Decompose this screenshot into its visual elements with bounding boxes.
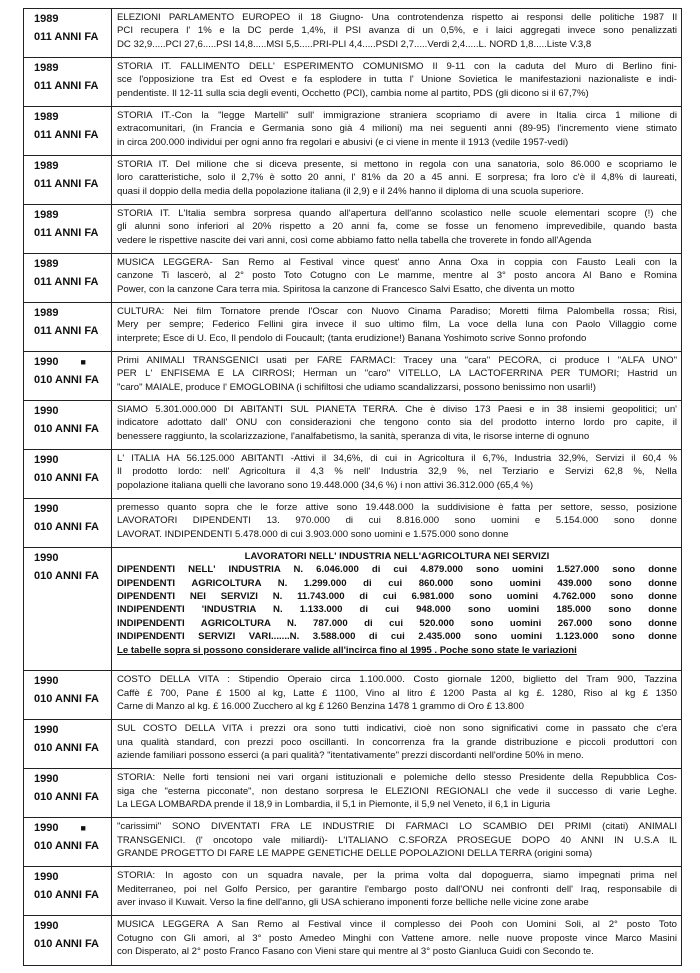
entry-line: Le tabelle sopra si possono considerare valide all'incirca fino al 1995 . Poche sono state le variazioni bbox=[117, 644, 577, 656]
agenda-row bbox=[24, 156, 681, 205]
years-ago-label: 010 ANNI FA bbox=[34, 693, 100, 706]
years-ago-label: 010 ANNI FA bbox=[34, 791, 100, 804]
entry-text bbox=[112, 401, 681, 449]
agenda-row bbox=[24, 916, 681, 965]
years-ago-label: 010 ANNI FA bbox=[34, 840, 100, 853]
date-cell bbox=[24, 548, 112, 670]
entry-line: vedere le rispettive nascite dei vari anni, così come abbiamo fatto nella tabella che troverete in fondo all'Agenda bbox=[117, 234, 592, 246]
entry-line: Cotugno con Gli amori, al 3° posto Amedeo Minghi con Vattene amore. nelle nuove proposte vince Marco Masini bbox=[117, 932, 677, 944]
entry-line: aver invaso il Kuwait. Verso la fine dell'anno, gli USA schierano imponenti forze belliche nelle vicine zone arabe bbox=[117, 896, 589, 908]
year-label: 1989 bbox=[34, 13, 59, 25]
entry-line: premesso quanto sopra che le forze attive sono 19.448.000 la suddivisione è fatta per settore, sesso, posizione bbox=[117, 501, 677, 513]
entry-text bbox=[112, 58, 681, 106]
entry-line: LAVORAT. INDIPENDENTI 5.478.000 di cui 3.903.000 sono uomini e 1.575.000 sono donne bbox=[117, 528, 509, 540]
entry-line: LAVORATORI DIPENDENTI 13. 970.000 di cui 8.816.000 sono uomini e 5.154.000 sono donne bbox=[117, 515, 677, 527]
entry-line: INDIPENDENTI 'INDUSTRIA N. 1.133.000 di cui 948.000 sono uomini 185.000 sono donne bbox=[117, 604, 677, 616]
year-label: 1990 bbox=[34, 871, 59, 884]
year-label: 1989 bbox=[34, 61, 59, 74]
agenda-row bbox=[24, 9, 681, 58]
year-label: 1990 bbox=[34, 724, 59, 737]
year-label: 1990 bbox=[34, 920, 59, 933]
entry-line: pendentiste. Il 12-11 sulla scia degli eventi, Occhetto (PCI), cambia nome al partito, PDS (gli dicono si il 67,7%) bbox=[117, 87, 589, 99]
bullet-marker: ■ bbox=[80, 356, 86, 367]
entry-line: INDIPENDENTI SERVIZI VARI.......N. 3.588.000 di cui 2.435.000 sono uomini 1.123.000 sono donne bbox=[117, 631, 677, 643]
entry-text bbox=[112, 916, 681, 965]
bullet-marker: ■ bbox=[80, 823, 86, 834]
entry-line: Mery per sempre; Federico Fellini gira invece il suo ultimo film, La voce della luna con Paolo Villaggio come bbox=[117, 319, 677, 331]
entry-text bbox=[112, 720, 681, 768]
years-ago-label: 011 ANNI FA bbox=[34, 275, 99, 288]
date-cell bbox=[24, 107, 112, 155]
entry-line: canzone Ti lascerò, al 2° posto Toto Cotugno con Le mamme, mentre al 3° posto ancora Al Bano e Romina bbox=[117, 270, 677, 282]
date-cell bbox=[24, 818, 112, 866]
entry-line: STORIA: Nelle forti tensioni nei vari organi istituzionali e polemiche dello stesso Presidente della Repubblica Cos- bbox=[117, 772, 677, 784]
agenda-sheet bbox=[23, 8, 682, 966]
year-label: 1990 bbox=[34, 404, 59, 417]
table-heading: LAVORATORI NELL' INDUSTRIA NELL'AGRICOLTURA NEI SERVIZI bbox=[244, 550, 550, 562]
agenda-row bbox=[24, 450, 681, 499]
agenda-row bbox=[24, 769, 681, 818]
date-cell bbox=[24, 156, 112, 204]
agenda-row bbox=[24, 352, 681, 401]
entry-line: una qualità standard, con prezzi poco oscillanti. In concorrenza fra la grande distribuzione e piccoli produttori con bbox=[117, 736, 677, 748]
entry-line: gli alunni sono inferiori al 20% rispetto a 20 anni fa, come se fosse un fenomeno imprevedibile, quando basta bbox=[117, 221, 677, 233]
years-ago-label: 010 ANNI FA bbox=[34, 520, 100, 533]
entry-line: MUSICA LEGGERA- San Remo al Festival vince quest' anno Anna Oxa in coppia con Fausto Leali con la bbox=[117, 256, 677, 268]
years-ago-label: 010 ANNI FA bbox=[34, 938, 100, 951]
entry-line: TRANSGENICI. (l' oncotopo vale miliardi)- L'ITALIANO C.SFORZA PROSEGUE DOPO 40 ANNI IN U.S.A IL bbox=[117, 834, 677, 846]
years-ago-label: 011 ANNI FA bbox=[34, 226, 99, 239]
year-label: 1990 bbox=[34, 453, 59, 466]
years-ago-label: 010 ANNI FA bbox=[34, 471, 100, 484]
agenda-row bbox=[24, 401, 681, 450]
entry-text bbox=[112, 303, 681, 351]
entry-line: PCI recupera l' 1% e la DC perde 1,4%, il PSI avanza di un 0,5%, e i laici aggregati invece sono penalizzati bbox=[117, 25, 677, 37]
years-ago-label: 010 ANNI FA bbox=[34, 373, 100, 386]
entry-line: PER L' ENFISEMA E LA CIRROSI; Herman un "caro" VITELLO, LA LACTOFERRINA PER TUMORI; Hastrid un bbox=[117, 368, 677, 380]
agenda-row bbox=[24, 303, 681, 352]
date-cell bbox=[24, 867, 112, 915]
years-ago-label: 010 ANNI FA bbox=[34, 569, 100, 582]
entry-line: Caffè £ 700, Pane £ 1500 al kg, Latte £ 1100, Vino al litro £ 1200 Pasta al kg £. 1280, Riso al kg £ 1350 bbox=[117, 687, 677, 699]
entry-line: aziende familiari possono esserci (a pari qualità? "itentativamente" prezzi discordanti nell'ordine 50% in meno. bbox=[117, 750, 584, 762]
entry-text bbox=[112, 107, 681, 155]
entry-line: COSTO DELLA VITA : Stipendio Operaio circa 1.100.000. Costo giornale 1200, biglietto del Tram 900, Tazzina bbox=[117, 674, 677, 686]
year-label: 1990 bbox=[34, 675, 59, 688]
entry-line: indicatore adottato dall' ONU con considerazioni che tengono conto sia del prodotto interno lordo pro capite, il bbox=[117, 417, 677, 429]
entry-line: L' ITALIA HA 56.125.000 ABITANTI -Attivi il 34,6%, di cui in Agricoltura il 6,7%, Industria 32,9%, Servizi il 60,4 % bbox=[117, 452, 677, 464]
entry-line: DIPENDENTI AGRICOLTURA N. 1.299.000 di cui 860.000 sono uomini 439.000 sono donne bbox=[117, 577, 677, 589]
year-label: 1989 bbox=[34, 306, 59, 319]
entry-line: con Disperato, al 2° posto Franco Fasano con Vieni stare qui mentre al 3° posto Gianluca Guidi con Secondo te. bbox=[117, 945, 594, 957]
entry-line: in circa 200.000 individui per ogni anno fra regolari e abusivi (e ci viene in mente il 1913 (vedile 1957-vedi) bbox=[117, 136, 569, 148]
entry-line: extracomunitari, (in Francia e Germania sono già 4 milioni) ma nei seguenti anni (89-95) l'incremento viene stimato bbox=[117, 123, 677, 135]
date-cell bbox=[24, 769, 112, 817]
entry-line: SUL COSTO DELLA VITA i prezzi ora sono tutti indicativi, cioè non sono significativi come in passato che c'era bbox=[117, 723, 677, 735]
entry-text bbox=[112, 769, 681, 817]
entry-line: STORIA: In agosto con un squadra navale, per la prima volta dal dopoguerra, siamo impegnati prima nel bbox=[117, 870, 677, 882]
years-ago-label: 010 ANNI FA bbox=[34, 422, 100, 435]
entry-line: Primi ANIMALI TRANSGENICI usati per FARE FARMACI: Tracey una "cara" PECORA, ci produce l "ALFA UNO" bbox=[117, 354, 677, 366]
date-cell bbox=[24, 58, 112, 106]
year-label: 1990 bbox=[34, 502, 59, 515]
agenda-row bbox=[24, 818, 681, 867]
entry-text bbox=[112, 867, 681, 915]
entry-line: STORIA IT.-Con la "legge Martelli" sull' immigrazione straniera scopriamo di avere in Italia circa 1 milione di bbox=[117, 109, 677, 121]
entry-text bbox=[112, 9, 681, 57]
entry-line: ELEZIONI PARLAMENTO EUROPEO il 18 Giugno- Una controtendenza rispetto ai responsi delle politiche 1987 Il bbox=[117, 12, 677, 23]
date-cell bbox=[24, 352, 112, 400]
entry-line: siga che "esterna picconate", non destano sorpresa le ELEZIONI REGIONALI che vede il successo di varie Leghe. bbox=[117, 785, 677, 797]
date-cell bbox=[24, 254, 112, 302]
agenda-row bbox=[24, 548, 681, 671]
entry-line: Power, con la canzone Cara terra mia. Spiritosa la canzone di Francesco Salvi Esatto, che diventa un motto bbox=[117, 283, 575, 295]
years-ago-label: 010 ANNI FA bbox=[34, 742, 100, 755]
entry-line: GRANDE PROGETTO DI FARE LE MAPPE GENETICHE DELLE POPOLAZIONI DELLA TERRA (origini soma) bbox=[117, 847, 593, 859]
entry-line: Il prodotto lordo: nell' Agricoltura il 4,3 % nell' Industria 32,9 %, nel Terziario e Servizi 62,8 %, Nella bbox=[117, 466, 677, 478]
year-label: 1990 bbox=[34, 773, 59, 786]
date-cell bbox=[24, 450, 112, 498]
entry-line: INDIPENDENTI AGRICOLTURA N. 787.000 di cui 520.000 sono uomini 267.000 sono donne bbox=[117, 617, 677, 629]
entry-text bbox=[112, 499, 681, 547]
entry-text bbox=[112, 254, 681, 302]
entry-text bbox=[112, 450, 681, 498]
entry-text bbox=[112, 352, 681, 400]
agenda-row bbox=[24, 671, 681, 720]
date-cell bbox=[24, 205, 112, 253]
date-cell bbox=[24, 916, 112, 965]
entry-text bbox=[112, 156, 681, 204]
entry-text bbox=[112, 671, 681, 719]
entry-line: sce l'opposizione tra Est ed Ovest e fa esplodere in tutta l' Unione Sovietica le manifestazioni nazionaliste e indi- bbox=[117, 74, 677, 86]
year-label: 1989 bbox=[34, 208, 59, 221]
entry-line: "caro" MAIALE, produce l' EMOGLOBINA (i schifiltosi che udiamo scandalizzarsi, possono benissimo non usarli!) bbox=[117, 381, 596, 393]
entry-line: "carissimi" SONO DIVENTATI FRA LE INDUSTRIE DI FARMACI LO SCAMBIO DEI PRIMI (citati) ANIMALI bbox=[117, 821, 677, 833]
entry-line: La LEGA LOMBARDA prende il 18,9 in Lombardia, il 5,1 in Piemonte, il 5,9 nel Veneto, il 6,1 in Liguria bbox=[117, 799, 551, 810]
year-label: 1990 ■ bbox=[34, 822, 86, 835]
entry-line: benessere raggiunto, la scolarizzazione, l'analfabetismo, la sanità, speranza di vita, le risorse interne di ognuno bbox=[117, 430, 590, 442]
agenda-row bbox=[24, 58, 681, 107]
date-cell bbox=[24, 9, 112, 57]
years-ago-label: 011 ANNI FA bbox=[34, 79, 99, 92]
years-ago-label: 011 ANNI FA bbox=[34, 31, 99, 43]
entry-line: loro caratteristiche, solo il 2,7% è sotto 20 anni, l' 81% da 20 a 45 anni. E sorpresa; fra loro c'è il 4,8% di laureati, bbox=[117, 172, 677, 184]
entry-line: DC 32,9.....PCI 27,6.....PSI 14,8.....MSI 5,5.....PRI-PLI 4,4.....PSDI 2,7.....Verdi 2,4.....L. NORD 1,8.....Liste V.3,8 bbox=[117, 38, 592, 50]
entry-line: STORIA IT. L'Italia sembra sorpresa quando all'apertura dell'anno scolastico nelle scuole elementari scopre (!) che bbox=[117, 207, 677, 219]
date-cell bbox=[24, 303, 112, 351]
agenda-row bbox=[24, 720, 681, 769]
entry-line: Mediterraneo, poi nel Golfo Persico, per garantire l'embargo posto dall'ONU nei confronti dell' Iraq, responsabile di bbox=[117, 883, 677, 895]
date-cell bbox=[24, 401, 112, 449]
years-ago-label: 010 ANNI FA bbox=[34, 889, 100, 902]
years-ago-label: 011 ANNI FA bbox=[34, 177, 99, 190]
date-cell bbox=[24, 720, 112, 768]
agenda-row bbox=[24, 499, 681, 548]
entry-line: CULTURA: Nei film Tornatore prende l'Oscar con Nuovo Cinama Paradiso; Moretti filma Palombella rossa; Risi, bbox=[117, 305, 677, 317]
entry-text bbox=[112, 818, 681, 866]
year-label: 1990 bbox=[34, 551, 59, 564]
entry-line: Carne di Manzo al kg. £ 16.000 Zucchero al kg £ 1260 Benzina 1478 1 grammo di Oro £ 13.800 bbox=[117, 701, 524, 713]
agenda-row bbox=[24, 205, 681, 254]
entry-text bbox=[112, 548, 681, 670]
entry-line: DIPENDENTI NELL' INDUSTRIA N. 6.046.000 di cui 4.879.000 sono uomini 1.527.000 sono donne bbox=[117, 564, 677, 576]
agenda-row bbox=[24, 867, 681, 916]
entry-line: DIPENDENTI NEI SERVIZI N. 11.743.000 di cui 6.981.000 sono uomini 4.762.000 sono donne bbox=[117, 591, 677, 603]
entry-line: interprete; Esce di U. Eco, Il pendolo di Foucault; (tanta erudizione!) Banana Yoshimoto scrive Sonno profondo bbox=[117, 332, 587, 344]
entry-text bbox=[112, 205, 681, 253]
entry-line: MUSICA LEGGERA A San Remo al Festival vince il complesso dei Pooh con Uomini Soli, al 2° posto Toto bbox=[117, 919, 677, 931]
entry-line: SIAMO 5.301.000.000 DI ABITANTI SUL PIANETA TERRA. Che è diviso 173 Paesi e in 38 insiemi geopolitici; un' bbox=[117, 403, 677, 415]
year-label: 1989 bbox=[34, 257, 59, 270]
year-label: 1990 ■ bbox=[34, 355, 86, 368]
entry-line: popolazione italiana quelli che lavorano sono 19.448.000 (34,6 %) i non attivi 36.312.000 (65,4 %) bbox=[117, 479, 534, 491]
agenda-row bbox=[24, 254, 681, 303]
date-cell bbox=[24, 671, 112, 719]
agenda-row bbox=[24, 107, 681, 156]
entry-line: quasi il doppio della media della popolazione italiana (il 2,9) e il 24% hanno il diploma di una scuola superiore. bbox=[117, 185, 584, 197]
date-cell bbox=[24, 499, 112, 547]
year-label: 1989 bbox=[34, 110, 59, 123]
years-ago-label: 011 ANNI FA bbox=[34, 324, 99, 337]
entry-line: STORIA IT. FALLIMENTO DELL' ESPERIMENTO COMUNISMO Il 9-11 con la caduta del Muro di Berlino fini- bbox=[117, 60, 677, 72]
years-ago-label: 011 ANNI FA bbox=[34, 128, 99, 141]
year-label: 1989 bbox=[34, 159, 59, 172]
entry-line: STORIA IT. Del milione che si diceva presente, si mettono in regola con una sanatoria, solo 86.000 e scopriamo le bbox=[117, 158, 677, 170]
